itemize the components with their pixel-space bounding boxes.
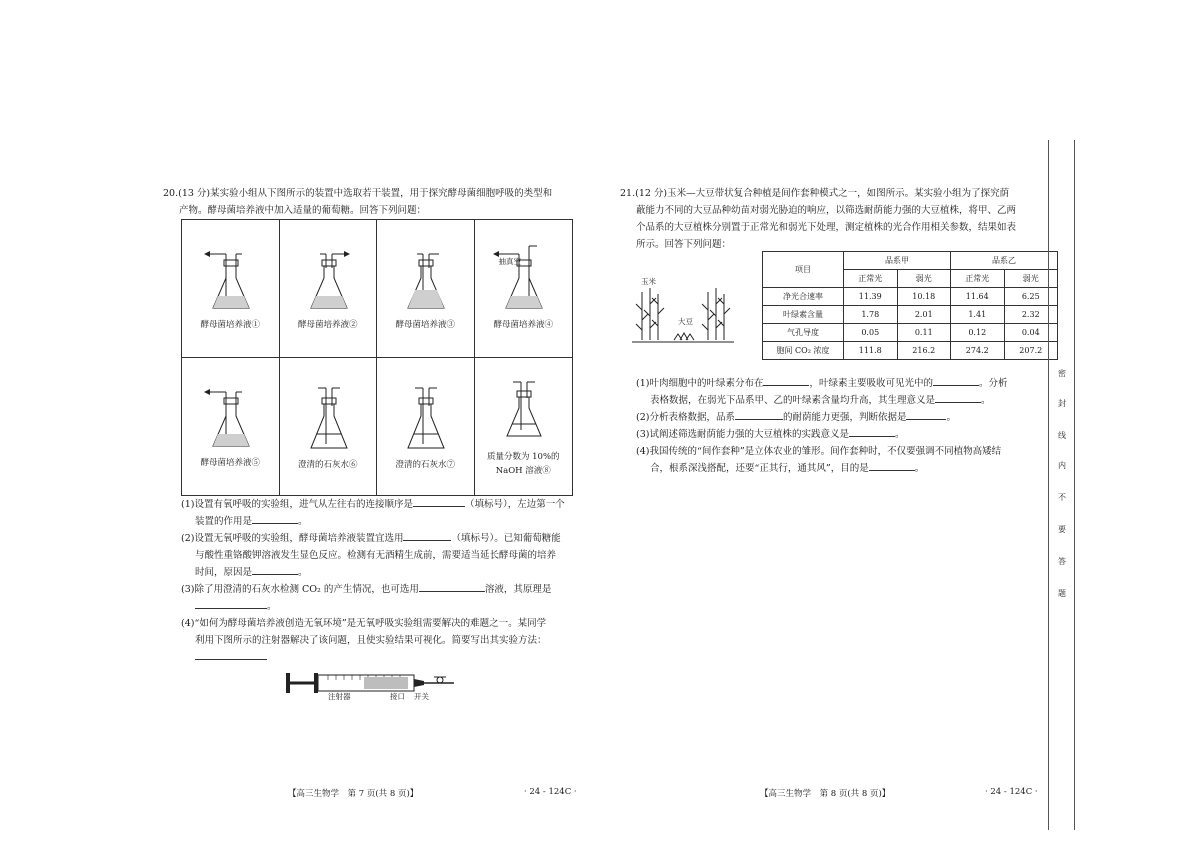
q21-intro-line2: 蔽能力不同的大豆品种幼苗对弱光胁迫的响应，以筛选耐荫能力强的大豆植株，将甲、乙两 <box>636 205 1017 216</box>
table-cell: 0.12 <box>951 324 1005 342</box>
q21-intro-line3: 个品系的大豆植株分别置于正常光和弱光下处理，测定植株的光合作用相关参数，结果如表 <box>636 222 1017 233</box>
q20-sub1-text-c: 装置的作用是 <box>195 516 253 527</box>
q20-sub3-text-a: (3)除了用澄清的石灰水检测 CO₂ 的产生情况，也可选用 <box>181 584 419 595</box>
answer-blank[interactable] <box>419 581 485 592</box>
q21-sub4-text-a: (4)我国传统的“间作套种”是立体农业的雏形。间作套种时，不仅要强调不同植物高矮结 <box>636 446 1002 457</box>
flask-label-8a: 质量分数为 10%的 <box>486 451 560 462</box>
margin-char: 封 <box>1058 399 1066 408</box>
q20-sub3 <box>181 581 581 598</box>
table-row-label: 胞间 CO₂ 浓度 <box>763 342 844 360</box>
q21-sub3: (3)试阐述筛选耐荫能力强的大豆植株的实践意义是 。 <box>636 426 1046 443</box>
q20-subquestions <box>181 496 581 666</box>
margin-char: 密 <box>1058 369 1066 378</box>
flask-cell-5 <box>182 358 280 496</box>
q20-intro-line1: 20.(13 分)某实验小组从下图所示的装置中选取若干装置，用于探究酵母菌细胞呼吸的类型和 <box>163 188 553 199</box>
table-header-group-a: 品系甲 <box>844 252 951 270</box>
binding-line-inner <box>1074 140 1075 830</box>
flask-icon <box>475 220 572 357</box>
answer-blank[interactable] <box>252 564 298 575</box>
answer-blank[interactable] <box>403 530 451 541</box>
q20-sub4-text-a: (4)“如何为酵母菌培养液创造无氧环境”是无氧呼吸实验组需要解决的难题之一。某同学 <box>181 618 547 629</box>
flask-cell-2 <box>280 220 378 358</box>
corn-label: 玉米 <box>641 277 656 286</box>
table-cell: 10.18 <box>897 288 951 306</box>
table-header-item: 项目 <box>763 252 844 288</box>
q20-sub3-text-b: 溶液，其原理是 <box>484 584 552 595</box>
flask-icon <box>280 220 377 357</box>
q20-sub2-text-a: (2)设置无氧呼吸的实验组，酵母菌培养液装置宜选用 <box>181 533 404 544</box>
flask-label-3: 酵母菌培养液③ <box>395 320 455 330</box>
q20-sub1-text-a: (1)设置有氧呼吸的实验组，进气从左往右的连接顺序是 <box>181 499 413 510</box>
q20-sub1 <box>181 496 581 513</box>
margin-char: 内 <box>1058 461 1066 470</box>
table-cell: 111.8 <box>844 342 898 360</box>
table-row <box>763 306 1058 324</box>
q20-sub1-text-b: （填标号），左边第一个 <box>464 499 565 510</box>
q20-sub4-line3 <box>181 649 581 666</box>
flask-icon <box>377 358 474 495</box>
table-row-label: 叶绿素含量 <box>763 306 844 324</box>
q21-sub1-text-b: ，叶绿素主要吸收可见光中的 <box>809 378 933 389</box>
q20-sub2-text-c: 与酸性重铬酸钾溶液发生显色反应。检测有无酒精生成前，需要适当延长酵母菌的培养 <box>195 550 557 561</box>
answer-blank[interactable] <box>933 375 979 386</box>
table-cell: 1.78 <box>844 306 898 324</box>
answer-blank[interactable] <box>869 460 915 471</box>
margin-char: 不 <box>1058 493 1066 502</box>
table-cell: 216.2 <box>897 342 951 360</box>
table-cell: 11.39 <box>844 288 898 306</box>
flask-cell-8 <box>475 358 573 496</box>
flask-label-2: 酵母菌培养液② <box>297 320 358 330</box>
flask-label-8b: NaOH 溶液⑧ <box>495 465 551 476</box>
table-cell: 0.05 <box>844 324 898 342</box>
table-cell: 0.04 <box>1004 324 1058 342</box>
syringe-label-switch: 开关 <box>414 692 429 701</box>
table-cell: 207.2 <box>1004 342 1058 360</box>
q20-sub4-text-b: 利用下图所示的注射器解决了该问题，且使实验结果可视化。简要写出其实验方法： <box>195 635 547 646</box>
margin-char: 要 <box>1058 525 1066 534</box>
flask-icon <box>280 358 377 495</box>
q21-sub2: (2)分析表格数据，品系 的耐荫能力更强，判断依据是 。 <box>636 409 1046 426</box>
table-subheader: 正常光 <box>844 270 898 288</box>
footer-left-code: · 24 - 124C · <box>524 787 577 797</box>
table-cell: 274.2 <box>951 342 1005 360</box>
table-row <box>763 324 1058 342</box>
flask-apparatus-grid <box>181 219 573 496</box>
q20-intro-line2: 产物。酵母菌培养液中加入适量的葡萄糖。回答下列问题： <box>179 205 427 216</box>
margin-char: 题 <box>1058 589 1066 598</box>
q20-sub2-text-b: （填标号）。已知葡萄糖能 <box>451 533 561 544</box>
footer-right-code: · 24 - 124C · <box>985 787 1038 797</box>
q20-sub2-line3: 时间，原因是 。 <box>181 564 581 581</box>
soybean-label: 大豆 <box>678 317 693 326</box>
q21-sub1-line2: 表格数据，在弱光下品系甲、乙的叶绿素含量均升高，其生理意义是 。 <box>636 392 1046 409</box>
table-cell: 2.32 <box>1004 306 1058 324</box>
table-cell: 1.41 <box>951 306 1005 324</box>
flask-cell-4 <box>475 220 573 358</box>
q20-sub2 <box>181 530 581 547</box>
q21-sub2-text-b: 的耐荫能力更强，判断依据是 <box>782 412 907 423</box>
footer-right-title: 【高三生物学 第 8 页(共 8 页)】 <box>760 789 891 799</box>
q20-sub3-line2: 。 <box>181 598 581 615</box>
q21-intro-line1: 21.(12 分)玉米—大豆带状复合种植是间作套种模式之一，如图所示。某实验小组为了探究荫 <box>620 188 1010 199</box>
q20-intro <box>163 185 583 219</box>
q21-sub1-text-d: 表格数据，在弱光下品系甲、乙的叶绿素含量均升高，其生理意义是 <box>650 395 936 406</box>
q21-sub3-text-a: (3)试阐述筛选耐荫能力强的大豆植株的实践意义是 <box>636 429 849 440</box>
margin-char: 线 <box>1058 431 1066 440</box>
syringe-label-syringe: 注射器 <box>328 692 351 701</box>
flask-label-4: 酵母菌培养液④ <box>493 320 553 330</box>
answer-blank[interactable] <box>195 649 267 660</box>
table-subheader: 弱光 <box>1004 270 1058 288</box>
flask-cell-6 <box>280 358 378 496</box>
syringe-label-port: 接口 <box>390 692 405 701</box>
vacuum-label: 抽真空 <box>498 257 521 266</box>
table-cell: 11.64 <box>951 288 1005 306</box>
syringe-figure <box>284 667 474 707</box>
table-cell: 0.11 <box>897 324 951 342</box>
answer-blank[interactable] <box>906 409 946 420</box>
answer-blank[interactable] <box>413 496 465 507</box>
flask-label-5: 酵母菌培养液⑤ <box>200 457 260 468</box>
answer-blank[interactable] <box>935 392 981 403</box>
flask-label-6: 澄清的石灰水⑥ <box>297 459 358 470</box>
table-cell: 6.25 <box>1004 288 1058 306</box>
q21-sub2-text-a: (2)分析表格数据，品系 <box>636 412 735 423</box>
q21-intro-line4: 所示。回答下列问题： <box>636 239 732 250</box>
answer-blank[interactable] <box>735 409 783 420</box>
footer-left-title: 【高三生物学 第 7 页(共 8 页)】 <box>288 789 419 799</box>
flask-cell-7 <box>377 358 475 496</box>
table-row-label: 净光合速率 <box>763 288 844 306</box>
q21-subquestions <box>636 375 1046 477</box>
margin-char: 答 <box>1058 557 1066 566</box>
flask-label-7: 澄清的石灰水⑦ <box>395 459 455 470</box>
flask-cell-3 <box>377 220 475 358</box>
answer-blank[interactable] <box>849 426 895 437</box>
flask-icon <box>182 220 279 357</box>
photosynthesis-data-table <box>762 251 1058 360</box>
table-row <box>763 288 1058 306</box>
flask-label-1: 酵母菌培养液① <box>200 320 260 330</box>
table-subheader: 正常光 <box>951 270 1005 288</box>
table-row-label: 气孔导度 <box>763 324 844 342</box>
table-header-row <box>763 252 1058 270</box>
q21-intro <box>620 185 1050 253</box>
answer-blank[interactable] <box>252 513 298 524</box>
q20-sub1-line2: 装置的作用是 。 <box>181 513 581 530</box>
table-header-group-b: 品系乙 <box>951 252 1058 270</box>
binding-line-outer <box>1048 140 1049 830</box>
q21-sub4-line2: 合，根系深浅搭配，还要“正其行，通其风”，目的是 。 <box>636 460 1046 477</box>
q21-sub1-text-a: (1)叶肉细胞中的叶绿素分布在 <box>636 378 764 389</box>
q21-sub4-text-b: 合，根系深浅搭配，还要“正其行，通其风”，目的是 <box>650 463 869 474</box>
flask-cell-1 <box>182 220 280 358</box>
q21-sub1 <box>636 375 1046 392</box>
answer-blank[interactable] <box>195 598 267 609</box>
table-row <box>763 342 1058 360</box>
table-cell: 2.01 <box>897 306 951 324</box>
flask-icon <box>182 358 279 495</box>
answer-blank[interactable] <box>763 375 809 386</box>
q20-sub2-text-d: 时间，原因是 <box>195 567 253 578</box>
table-subheader: 弱光 <box>897 270 951 288</box>
flask-icon <box>377 220 474 357</box>
q21-sub1-text-c: 。分析 <box>978 378 1008 389</box>
